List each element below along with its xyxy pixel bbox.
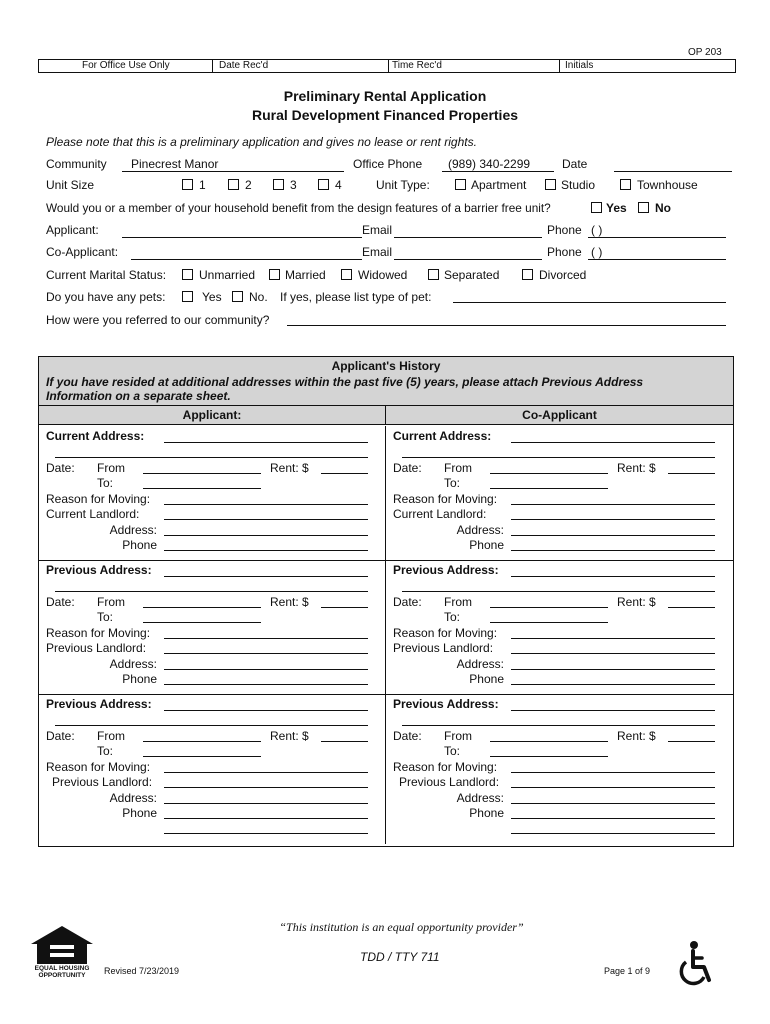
address-heading: Previous Address:	[393, 697, 499, 711]
co-applicant-phone-mask: ( )	[591, 245, 603, 259]
equal-housing-house-icon	[29, 924, 95, 964]
reason-field[interactable]	[164, 504, 368, 505]
co-applicant-email-field[interactable]	[394, 259, 542, 260]
office-phone-label: Office Phone	[353, 157, 423, 171]
marital-married-checkbox[interactable]	[269, 269, 280, 280]
block-divider	[39, 560, 733, 561]
unit-size-4-checkbox[interactable]	[318, 179, 329, 190]
landlord-address-field[interactable]	[511, 669, 715, 670]
extra-line-field[interactable]	[164, 833, 368, 834]
to-date-field[interactable]	[490, 488, 608, 489]
landlord-phone-label: Phone	[122, 672, 157, 686]
reason-field[interactable]	[164, 638, 368, 639]
co-applicant-label: Co-Applicant:	[46, 245, 119, 259]
eho-line1: EQUAL HOUSING	[34, 965, 90, 972]
applicant-label: Applicant:	[46, 223, 99, 237]
address-line-2-field[interactable]	[55, 457, 368, 458]
reason-label: Reason for Moving:	[46, 760, 151, 774]
reason-label: Reason for Moving:	[46, 492, 151, 506]
date-label: Date	[562, 157, 588, 171]
date-label: Date:	[393, 461, 422, 475]
unit-size-3-checkbox[interactable]	[273, 179, 284, 190]
rent-label: Rent: $	[617, 729, 656, 743]
history-note: If you have resided at additional addresses within the past five (5) years, please attach Previous Address Information on a separate sheet.	[46, 375, 644, 403]
office-use-row	[38, 59, 736, 73]
co-applicant-email-label: Email	[362, 245, 393, 259]
landlord-address-label: Address:	[456, 791, 504, 805]
to-label: To:	[444, 476, 461, 490]
address-line-1-field[interactable]	[511, 442, 715, 443]
referred-label: How were you referred to our community?	[46, 313, 270, 327]
landlord-field[interactable]	[511, 519, 715, 520]
co-applicant-phone-label: Phone	[547, 245, 582, 259]
applicant-phone-mask: ( )	[591, 223, 603, 237]
from-date-field[interactable]	[143, 741, 261, 742]
unit-type-studio-checkbox[interactable]	[545, 179, 556, 190]
landlord-phone-label: Phone	[122, 806, 157, 820]
date-label: Date:	[46, 595, 75, 609]
unit-size-label: Unit Size	[46, 178, 95, 192]
unit-type-townhouse-label: Townhouse	[637, 178, 698, 192]
landlord-label: Previous Landlord:	[393, 641, 494, 655]
to-date-field[interactable]	[490, 756, 608, 757]
from-date-field[interactable]	[490, 741, 608, 742]
marital-widowed-checkbox[interactable]	[341, 269, 352, 280]
office-use-label: For Office Use Only	[82, 60, 170, 71]
from-label: From	[444, 461, 472, 475]
rent-label: Rent: $	[270, 729, 309, 743]
unit-type-townhouse-checkbox[interactable]	[620, 179, 631, 190]
community-label: Community	[46, 157, 107, 171]
landlord-address-label: Address:	[456, 657, 504, 671]
rent-label: Rent: $	[270, 461, 309, 475]
applicant-previous-1-address-block	[39, 563, 386, 694]
applicant-email-label: Email	[362, 223, 393, 237]
to-date-field[interactable]	[143, 622, 261, 623]
address-line-1-field[interactable]	[164, 576, 368, 577]
date-label: Date:	[393, 595, 422, 609]
rent-field[interactable]	[321, 473, 368, 474]
landlord-field[interactable]	[164, 787, 368, 788]
rent-field[interactable]	[668, 473, 715, 474]
history-body	[39, 429, 733, 846]
from-date-field[interactable]	[490, 607, 608, 608]
landlord-phone-field[interactable]	[164, 684, 368, 685]
landlord-phone-field[interactable]	[511, 550, 715, 551]
rent-field[interactable]	[321, 607, 368, 608]
rent-field[interactable]	[321, 741, 368, 742]
unit-size-1-label: 1	[199, 178, 206, 192]
date-label: Date:	[46, 729, 75, 743]
marital-status-label: Current Marital Status:	[46, 268, 167, 282]
pets-label: Do you have any pets:	[46, 290, 166, 304]
marital-widowed-label: Widowed	[358, 268, 408, 282]
landlord-address-field[interactable]	[164, 669, 368, 670]
community-value: Pinecrest Manor	[131, 157, 219, 171]
to-label: To:	[444, 610, 461, 624]
applicant-email-field[interactable]	[394, 237, 542, 238]
to-label: To:	[97, 476, 114, 490]
applicant-phone-label: Phone	[547, 223, 582, 237]
pets-no-checkbox[interactable]	[232, 291, 243, 302]
marital-separated-checkbox[interactable]	[428, 269, 439, 280]
to-label: To:	[97, 744, 114, 758]
co-applicant-previous-1-address-block	[386, 563, 733, 694]
landlord-label: Current Landlord:	[46, 507, 140, 521]
office-phone-value: (989) 340-2299	[448, 157, 531, 171]
unit-type-label: Unit Type:	[376, 178, 430, 192]
barrier-free-no-checkbox[interactable]	[638, 202, 649, 213]
barrier-free-question: Would you or a member of your household benefit from the design features of a barrier free unit?	[46, 201, 551, 215]
from-label: From	[97, 595, 125, 609]
time-recd-label: Time Rec'd	[392, 60, 442, 71]
landlord-phone-field[interactable]	[511, 684, 715, 685]
landlord-address-label: Address:	[456, 523, 504, 537]
reason-field[interactable]	[511, 638, 715, 639]
barrier-free-no-label: No	[655, 201, 671, 215]
from-label: From	[444, 729, 472, 743]
unit-size-3-label: 3	[290, 178, 297, 192]
landlord-phone-label: Phone	[122, 538, 157, 552]
from-date-field[interactable]	[143, 473, 261, 474]
col-applicant-header: Applicant:	[182, 408, 242, 422]
reason-label: Reason for Moving:	[393, 626, 498, 640]
landlord-label: Previous Landlord:	[46, 641, 147, 655]
rent-label: Rent: $	[617, 461, 656, 475]
history-header	[39, 357, 733, 406]
landlord-label: Previous Landlord:	[52, 775, 153, 789]
co-applicant-current-address-block	[386, 429, 733, 560]
co-applicant-name-field[interactable]	[131, 259, 362, 260]
landlord-field[interactable]	[164, 519, 368, 520]
history-title: Applicant's History	[331, 359, 441, 373]
from-label: From	[97, 461, 125, 475]
history-section	[38, 356, 734, 847]
address-heading: Current Address:	[46, 429, 145, 443]
tdd-number: TDD / TTY 711	[360, 950, 440, 964]
address-line-2-field[interactable]	[402, 457, 715, 458]
address-line-1-field[interactable]	[164, 442, 368, 443]
address-heading: Previous Address:	[393, 563, 499, 577]
rent-field[interactable]	[668, 607, 715, 608]
address-line-2-field[interactable]	[55, 591, 368, 592]
block-divider	[39, 694, 733, 695]
barrier-free-yes-checkbox[interactable]	[591, 202, 602, 213]
landlord-address-field[interactable]	[164, 535, 368, 536]
equal-housing-logo	[29, 924, 95, 980]
landlord-address-field[interactable]	[511, 535, 715, 536]
to-date-field[interactable]	[143, 488, 261, 489]
page-number: Page 1 of 9	[604, 966, 651, 976]
date-label: Date:	[393, 729, 422, 743]
marital-unmarried-checkbox[interactable]	[182, 269, 193, 280]
from-date-field[interactable]	[143, 607, 261, 608]
unit-size-2-checkbox[interactable]	[228, 179, 239, 190]
revised-date: Revised 7/23/2019	[104, 966, 180, 976]
rent-field[interactable]	[668, 741, 715, 742]
landlord-label: Previous Landlord:	[399, 775, 500, 789]
unit-size-2-label: 2	[245, 178, 252, 192]
office-phone-field[interactable]	[442, 171, 554, 172]
page-subtitle: Rural Development Financed Properties	[251, 107, 519, 123]
unit-size-4-label: 4	[335, 178, 342, 192]
landlord-address-field[interactable]	[511, 803, 715, 804]
landlord-field[interactable]	[511, 787, 715, 788]
applicant-previous-2-address-block	[39, 697, 386, 844]
notice-text: Please note that this is a preliminary application and gives no lease or rent rights.	[46, 135, 477, 149]
form-code: OP 203	[688, 47, 722, 58]
landlord-phone-label: Phone	[469, 538, 504, 552]
marital-unmarried-label: Unmarried	[199, 268, 256, 282]
landlord-address-label: Address:	[109, 523, 157, 537]
pet-type-field[interactable]	[453, 302, 726, 303]
reason-field[interactable]	[164, 772, 368, 773]
unit-type-studio-label: Studio	[561, 178, 596, 192]
landlord-phone-field[interactable]	[164, 818, 368, 819]
page-title: Preliminary Rental Application	[283, 88, 487, 104]
rent-label: Rent: $	[270, 595, 309, 609]
unit-type-apartment-checkbox[interactable]	[455, 179, 466, 190]
from-date-field[interactable]	[490, 473, 608, 474]
accessibility-icon	[676, 940, 716, 988]
applicant-current-address-block	[39, 429, 386, 560]
address-heading: Previous Address:	[46, 697, 152, 711]
date-recd-label: Date Rec'd	[219, 60, 269, 71]
address-heading: Previous Address:	[46, 563, 152, 577]
from-label: From	[444, 595, 472, 609]
to-date-field[interactable]	[143, 756, 261, 757]
to-label: To:	[444, 744, 461, 758]
landlord-field[interactable]	[164, 653, 368, 654]
barrier-free-yes-label: Yes	[606, 201, 627, 215]
referred-field[interactable]	[287, 325, 726, 326]
landlord-address-label: Address:	[109, 791, 157, 805]
equal-opportunity-statement: “This institution is an equal opportunity provider”	[279, 920, 524, 934]
address-line-1-field[interactable]	[511, 576, 715, 577]
to-label: To:	[97, 610, 114, 624]
applicant-name-field[interactable]	[122, 237, 362, 238]
address-line-2-field[interactable]	[402, 591, 715, 592]
reason-field[interactable]	[511, 772, 715, 773]
address-heading: Current Address:	[393, 429, 492, 443]
history-column-headers	[39, 406, 733, 425]
pets-no-label: No.	[249, 290, 268, 304]
co-applicant-phone-field[interactable]	[588, 259, 726, 260]
landlord-phone-label: Phone	[469, 806, 504, 820]
date-label: Date:	[46, 461, 75, 475]
unit-size-1-checkbox[interactable]	[182, 179, 193, 190]
marital-married-label: Married	[285, 268, 326, 282]
applicant-phone-field[interactable]	[588, 237, 726, 238]
community-field[interactable]	[122, 171, 344, 172]
reason-label: Reason for Moving:	[393, 760, 498, 774]
initials-label: Initials	[565, 60, 594, 71]
address-line-2-field[interactable]	[55, 725, 368, 726]
landlord-address-field[interactable]	[164, 803, 368, 804]
unit-type-apartment-label: Apartment	[471, 178, 527, 192]
reason-label: Reason for Moving:	[46, 626, 151, 640]
landlord-phone-field[interactable]	[511, 818, 715, 819]
address-line-2-field[interactable]	[402, 725, 715, 726]
date-field[interactable]	[614, 171, 732, 172]
reason-label: Reason for Moving:	[393, 492, 498, 506]
pets-yes-label: Yes	[202, 290, 222, 304]
landlord-phone-label: Phone	[469, 672, 504, 686]
co-applicant-previous-2-address-block	[386, 697, 733, 844]
pets-yes-checkbox[interactable]	[182, 291, 193, 302]
col-co-applicant-header: Co-Applicant	[522, 408, 597, 422]
from-label: From	[97, 729, 125, 743]
address-line-1-field[interactable]	[164, 710, 368, 711]
eho-line2: OPPORTUNITY	[38, 972, 86, 979]
marital-divorced-label: Divorced	[539, 268, 587, 282]
landlord-field[interactable]	[511, 653, 715, 654]
landlord-label: Current Landlord:	[393, 507, 487, 521]
landlord-address-label: Address:	[109, 657, 157, 671]
reason-field[interactable]	[511, 504, 715, 505]
rent-label: Rent: $	[617, 595, 656, 609]
landlord-phone-field[interactable]	[164, 550, 368, 551]
pets-followup-label: If yes, please list type of pet:	[280, 290, 432, 304]
extra-line-field[interactable]	[511, 833, 715, 834]
marital-separated-label: Separated	[444, 268, 500, 282]
marital-divorced-checkbox[interactable]	[522, 269, 533, 280]
address-line-1-field[interactable]	[511, 710, 715, 711]
to-date-field[interactable]	[490, 622, 608, 623]
